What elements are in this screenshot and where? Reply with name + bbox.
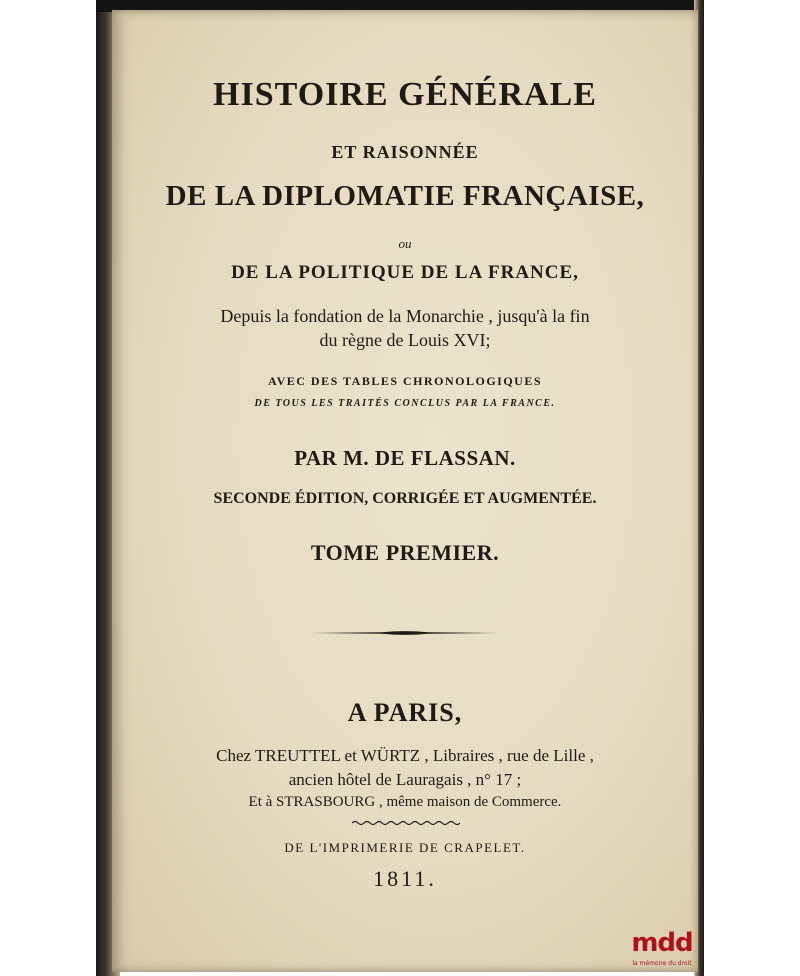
tables-line-1: AVEC DES TABLES CHRONOLOGIQUES	[267, 374, 543, 388]
mdd-logo	[622, 926, 702, 970]
author-line: PAR M. DE FLASSAN.	[294, 446, 516, 470]
scope-line-1: Depuis la fondation de la Monarchie , jusqu'à la fin	[220, 306, 590, 326]
title-line-diplomatie: DE LA DIPLOMATIE FRANÇAISE,	[165, 180, 645, 212]
title-line-politique: DE LA POLITIQUE DE LA FRANCE,	[231, 262, 579, 283]
edition-line: SECONDE ÉDITION, CORRIGÉE ET AUGMENTÉE.	[213, 490, 597, 507]
imprint-city: A PARIS,	[347, 698, 463, 727]
publisher-line-2: ancien hôtel de Lauragais , n° 17 ;	[288, 770, 522, 789]
wavy-separator	[352, 820, 460, 826]
ornamental-rule	[312, 630, 498, 636]
publisher-line-3: Et à STRASBOURG , même maison de Commerce.	[248, 794, 562, 810]
title-page	[112, 10, 698, 972]
publication-year: 1811.	[373, 866, 437, 891]
main-title: HISTOIRE GÉNÉRALE	[213, 76, 597, 113]
tables-line-2: DE TOUS LES TRAITÉS CONCLUS PAR LA FRANCE.	[254, 398, 556, 409]
volume-line: TOME PREMIER.	[310, 540, 500, 565]
logo-text: mdd	[631, 928, 693, 958]
conjunction-ou: ou	[398, 236, 412, 251]
scope-line-2: du règne de Louis XVI;	[319, 330, 491, 350]
subtitle-line: ET RAISONNÉE	[331, 142, 479, 162]
printer-line: DE L'IMPRIMERIE DE CRAPELET.	[284, 840, 526, 855]
publisher-line-1: Chez TREUTTEL et WÜRTZ , Libraires , rue de Lille ,	[216, 746, 594, 765]
logo-subtext: la mémoire du droit	[632, 960, 692, 967]
